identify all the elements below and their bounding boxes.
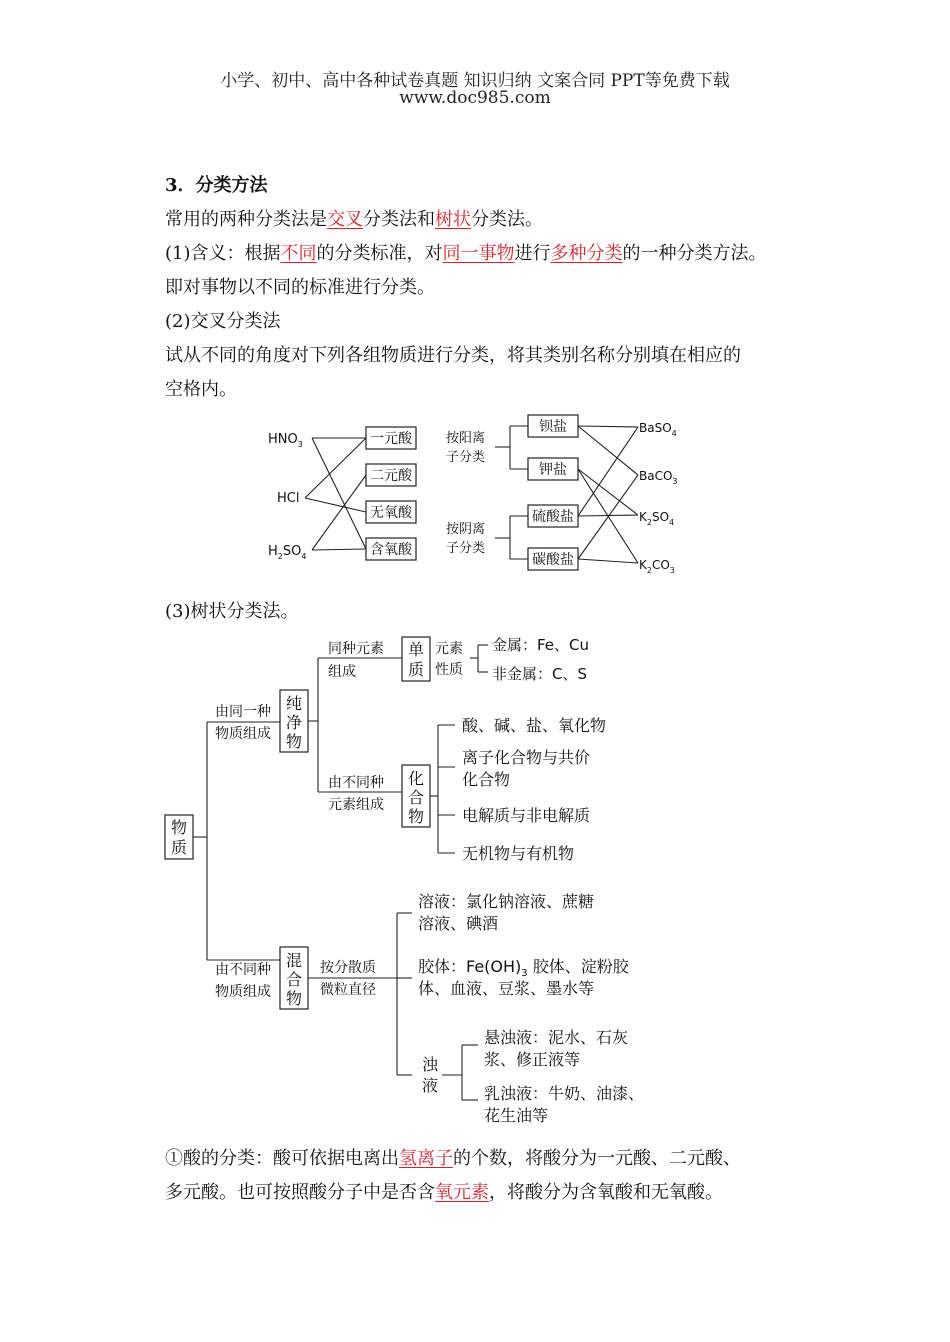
criterion-cation-1: 按阳离	[446, 431, 486, 446]
node-compound-3: 物	[407, 807, 425, 826]
salt-baso4: BaSO$_4$	[639, 421, 677, 438]
label-size-1: 按分散质	[320, 960, 376, 976]
text-span: 的一种分类方法。	[622, 243, 767, 264]
leaf-metal: 金属：Fe、Cu	[492, 636, 590, 654]
leaf-solution-2: 溶液、碘酒	[418, 914, 499, 933]
leaf-ionic-covalent-1: 离子化合物与共价	[462, 748, 591, 767]
label-elem-prop-2: 性质	[435, 662, 463, 678]
label-pure-1: 由同一种	[215, 704, 271, 720]
paragraph-two-methods	[165, 205, 543, 231]
acid-hcl: HCl	[277, 491, 300, 506]
cross-classification-diagram	[260, 405, 700, 580]
link-hno3-oxy	[312, 438, 366, 549]
instruction-line-2: 空格内。	[165, 379, 237, 400]
node-simple-2: 质	[407, 660, 425, 679]
text-span: 分类法。	[471, 209, 543, 230]
node-pure-3: 物	[285, 732, 303, 751]
node-substance-2: 质	[170, 838, 188, 857]
leaf-ionic-covalent-2: 化合物	[462, 770, 511, 789]
label-size-2: 微粒直径	[320, 982, 376, 998]
criterion-anion-1: 按阴离	[446, 522, 486, 537]
node-simple-1: 单	[407, 640, 425, 659]
label-pure-2: 物质组成	[215, 726, 271, 742]
text-span: 的分类标准，对	[316, 243, 443, 264]
node-mix-3: 物	[285, 989, 303, 1008]
salt-k2co3: $K_2CO_3$	[639, 558, 675, 575]
leaf-suspension-2: 浆、修正液等	[484, 1050, 581, 1069]
leaf-inorganic-organic: 无机物与有机物	[462, 844, 575, 863]
node-turbid-2: 液	[421, 1076, 439, 1095]
answer-oxygen-element: 氧元素	[435, 1182, 489, 1203]
node-substance-1: 物	[170, 818, 188, 837]
leaf-colloid-1: 胶体：$Fe(OH)_3$ 胶体、淀粉胶	[418, 957, 629, 979]
class-potassium-salt: 钾盐	[539, 462, 567, 478]
tree-classification-diagram	[160, 625, 660, 1125]
class-barium-salt: 钡盐	[539, 419, 567, 435]
acid-classification-line-1	[165, 1144, 741, 1170]
text-span: 常用的两种分类法是	[165, 209, 327, 230]
text-span: ，将酸分为含氧酸和无氧酸。	[489, 1182, 723, 1203]
subheading-tree: (3)树状分类法。	[165, 601, 299, 622]
link-ba-baso4	[578, 426, 638, 427]
label-same-elem-2: 组成	[328, 664, 356, 680]
text-span: 的个数，将酸分为一元酸、二元酸、	[453, 1148, 741, 1169]
link-k-k2so4	[578, 469, 638, 515]
salt-k2so4: $K_2SO_4$	[639, 510, 675, 527]
node-mix-2: 合	[285, 970, 303, 989]
answer-multiple: 多种分类	[550, 243, 623, 264]
header-line-1: 小学、初中、高中各种试卷真题 知识归纳 文案合同 PPT等免费下载	[220, 71, 730, 91]
node-compound-2: 合	[407, 788, 425, 807]
section-title: 3．分类方法	[165, 175, 268, 196]
acid-hno3: $HNO_3$	[268, 432, 303, 449]
node-pure-1: 纯	[285, 694, 303, 713]
link-co3-k2co3	[578, 559, 638, 563]
answer-different: 不同	[280, 243, 317, 264]
text-span: (1)含义：根据	[165, 243, 281, 264]
leaf-electrolyte: 电解质与非电解质	[462, 806, 591, 825]
class-carbonate: 碳酸盐	[532, 552, 574, 568]
link-hcl-mono	[305, 438, 366, 498]
leaf-acid-base-salt-oxide: 酸、碱、盐、氧化物	[462, 716, 607, 735]
header-website: www.doc985.com	[399, 88, 551, 108]
link-h2so4-oxy	[312, 549, 366, 550]
label-diff-elem-2: 元素组成	[328, 797, 384, 813]
class-sulfate: 硫酸盐	[532, 509, 574, 525]
text-span: 进行	[514, 243, 551, 264]
leaf-colloid-2: 体、血液、豆浆、墨水等	[418, 979, 595, 998]
paragraph-meaning	[165, 239, 767, 265]
label-elem-prop-1: 元素	[435, 641, 463, 657]
node-compound-1: 化	[407, 769, 425, 788]
node-pure-2: 净	[285, 713, 303, 732]
link-co3-baco3	[578, 475, 638, 559]
class-oxyacid: 含氧酸	[370, 542, 412, 558]
node-mix-1: 混	[285, 951, 303, 970]
class-dibasic-acid: 二元酸	[370, 468, 412, 484]
acid-h2so4: $H_2SO_4$	[268, 544, 307, 561]
node-turbid-1: 浊	[421, 1055, 439, 1074]
link-so4-baso4	[578, 427, 638, 516]
link-hcl-free	[305, 498, 366, 512]
link-so4-k2so4	[578, 515, 638, 516]
salt-baco3: BaCO$_3$	[639, 469, 678, 486]
paragraph-meaning-2: 即对事物以不同的标准进行分类。	[165, 277, 435, 298]
link-ba-baco3	[578, 426, 638, 475]
class-oxygen-free-acid: 无氧酸	[370, 505, 412, 521]
text-span: ①酸的分类：酸可依据电离出	[165, 1148, 399, 1169]
leaf-nonmetal: 非金属：C、S	[492, 665, 587, 683]
answer-cross: 交叉	[327, 209, 363, 230]
leaf-emulsion-1: 乳浊液：牛奶、油漆、	[484, 1084, 645, 1103]
text-span: 多元酸。也可按照酸分子中是否含	[165, 1182, 435, 1203]
acid-classification-line-2	[165, 1178, 723, 1204]
link-h2so4-di	[312, 475, 366, 550]
answer-same-thing: 同一事物	[442, 243, 515, 264]
instruction-line-1: 试从不同的角度对下列各组物质进行分类，将其类别名称分别填在相应的	[165, 345, 741, 366]
leaf-suspension-1: 悬浊液：泥水、石灰	[484, 1028, 629, 1047]
leaf-solution-1: 溶液：氯化钠溶液、蔗糖	[418, 892, 595, 911]
label-mix-2: 物质组成	[215, 984, 271, 1000]
label-diff-elem-1: 由不同种	[328, 775, 384, 791]
answer-hydrogen-ion: 氢离子	[399, 1148, 453, 1169]
criterion-cation-2: 子分类	[446, 450, 486, 465]
leaf-emulsion-2: 花生油等	[484, 1106, 549, 1125]
class-monobasic-acid: 一元酸	[370, 431, 412, 447]
subheading-cross: (2)交叉分类法	[165, 311, 281, 332]
label-mix-1: 由不同种	[215, 962, 271, 978]
label-same-elem-1: 同种元素	[328, 641, 384, 657]
criterion-anion-2: 子分类	[446, 541, 486, 556]
answer-tree: 树状	[435, 209, 471, 230]
text-span: 分类法和	[363, 209, 435, 230]
